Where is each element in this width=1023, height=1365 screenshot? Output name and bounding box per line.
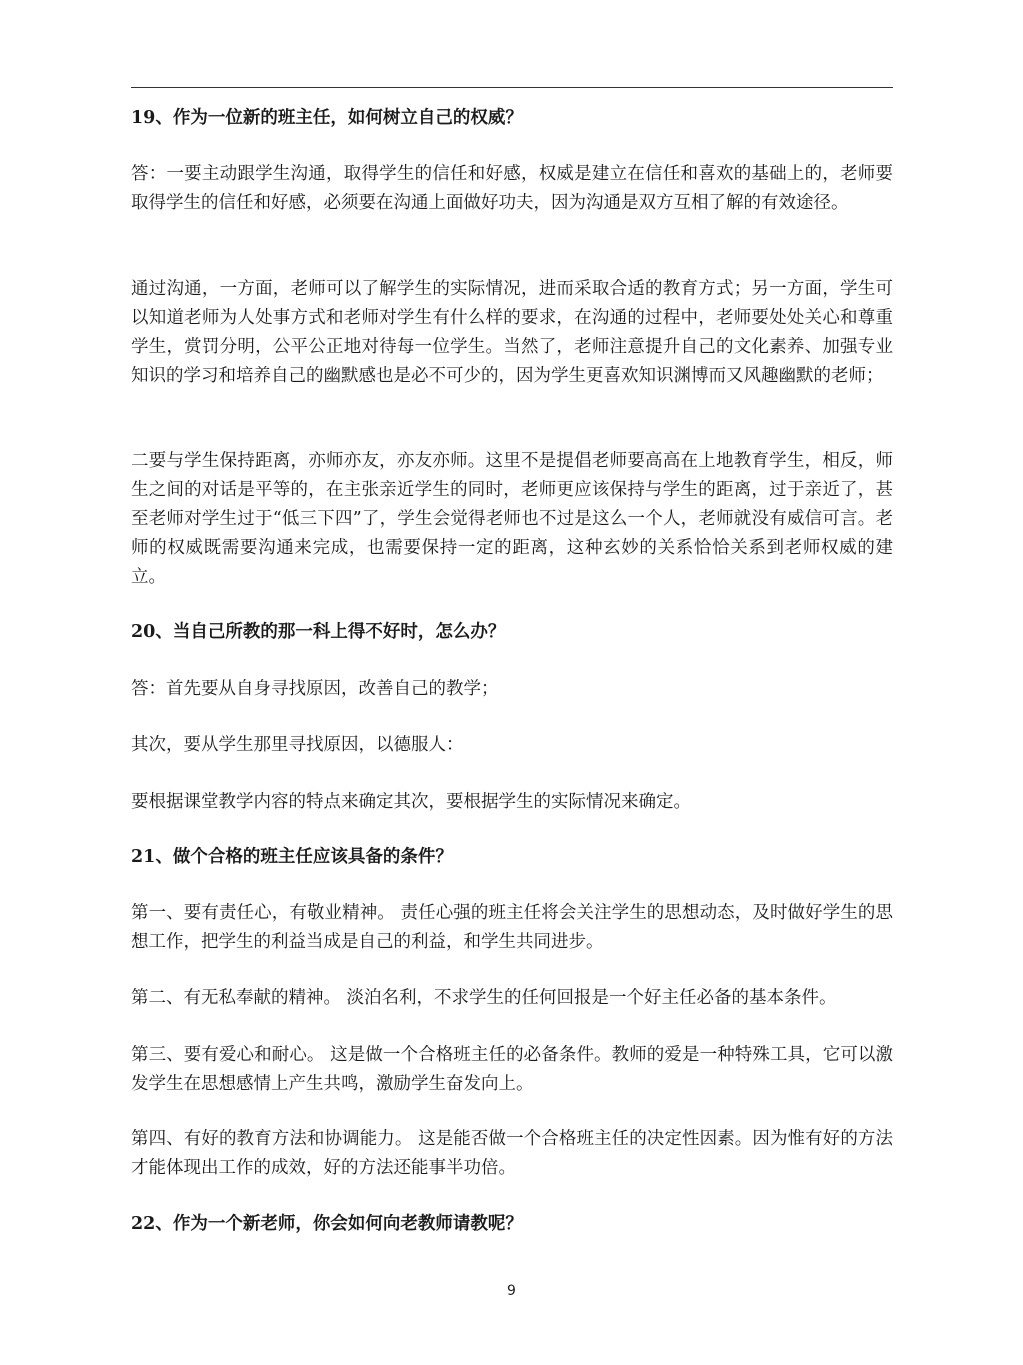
answer-20-paragraph-2: 其次，要从学生那里寻找原因，以德服人： — [131, 735, 464, 755]
answer-21-paragraph-3: 第三、要有爱心和耐心。 这是做一个合格班主任的必备条件。教师的爱是一种特殊工具，它可以激发学生在思想感情上产生共鸣，激励学生奋发向上。 — [131, 1045, 893, 1094]
answer-21-paragraph-1: 第一、要有责任心，有敬业精神。 责任心强的班主任将会关注学生的思想动态，及时做好学生的思想工作，把学生的利益当成是自己的利益，和学生共同进步。 — [131, 903, 893, 952]
header-rule — [131, 87, 893, 88]
question-22: 22、作为一个新老师，你会如何向老教师请教呢？ — [131, 1214, 523, 1234]
answer-19-paragraph-1: 答：一要主动跟学生沟通，取得学生的信任和好感，权威是建立在信任和喜欢的基础上的，老师要取得学生的信任和好感，必须要在沟通上面做好功夫，因为沟通是双方互相了解的有效途径。 — [131, 164, 893, 213]
answer-19-paragraph-2: 通过沟通，一方面，老师可以了解学生的实际情况，进而采取合适的教育方式；另一方面，学生可以知道老师为人处事方式和老师对学生有什么样的要求，在沟通的过程中，老师要处处关心和尊重学生，赏罚分明，公平公正地对待每一位学生。当然了，老师注意提升自己的文化素养、加强专业知识的学习和培养自己的幽默感也是必不可少的，因为学生更喜欢知识渊博而又风趣幽默的老师； — [131, 279, 893, 386]
answer-20-paragraph-3: 要根据课堂教学内容的特点来确定其次，要根据学生的实际情况来确定。 — [131, 792, 691, 812]
page-number: 9 — [507, 1283, 516, 1299]
answer-21-paragraph-4: 第四、有好的教育方法和协调能力。 这是能否做一个合格班主任的决定性因素。因为惟有好的方法才能体现出工作的成效，好的方法还能事半功倍。 — [131, 1129, 893, 1178]
question-19: 19、作为一位新的班主任，如何树立自己的权威？ — [131, 108, 523, 128]
question-20: 20、当自己所教的那一科上得不好时，怎么办？ — [131, 622, 506, 642]
answer-20-paragraph-1: 答：首先要从自身寻找原因，改善自己的教学； — [131, 679, 499, 699]
question-21: 21、做个合格的班主任应该具备的条件？ — [131, 847, 453, 867]
answer-21-paragraph-2: 第二、有无私奉献的精神。 淡泊名利，不求学生的任何回报是一个好主任必备的基本条件。 — [131, 988, 837, 1008]
answer-19-paragraph-3: 二要与学生保持距离，亦师亦友，亦友亦师。这里不是提倡老师要高高在上地教育学生，相反，师生之间的对话是平等的，在主张亲近学生的同时，老师更应该保持与学生的距离，过于亲近了，甚至老师对学生过于“低三下四”了，学生会觉得老师也不过是这么一个人，老师就没有威信可言。老师的权威既需要沟通来完成，也需要保持一定的距离，这种玄妙的关系恰恰关系到老师权威的建立。 — [131, 451, 893, 587]
